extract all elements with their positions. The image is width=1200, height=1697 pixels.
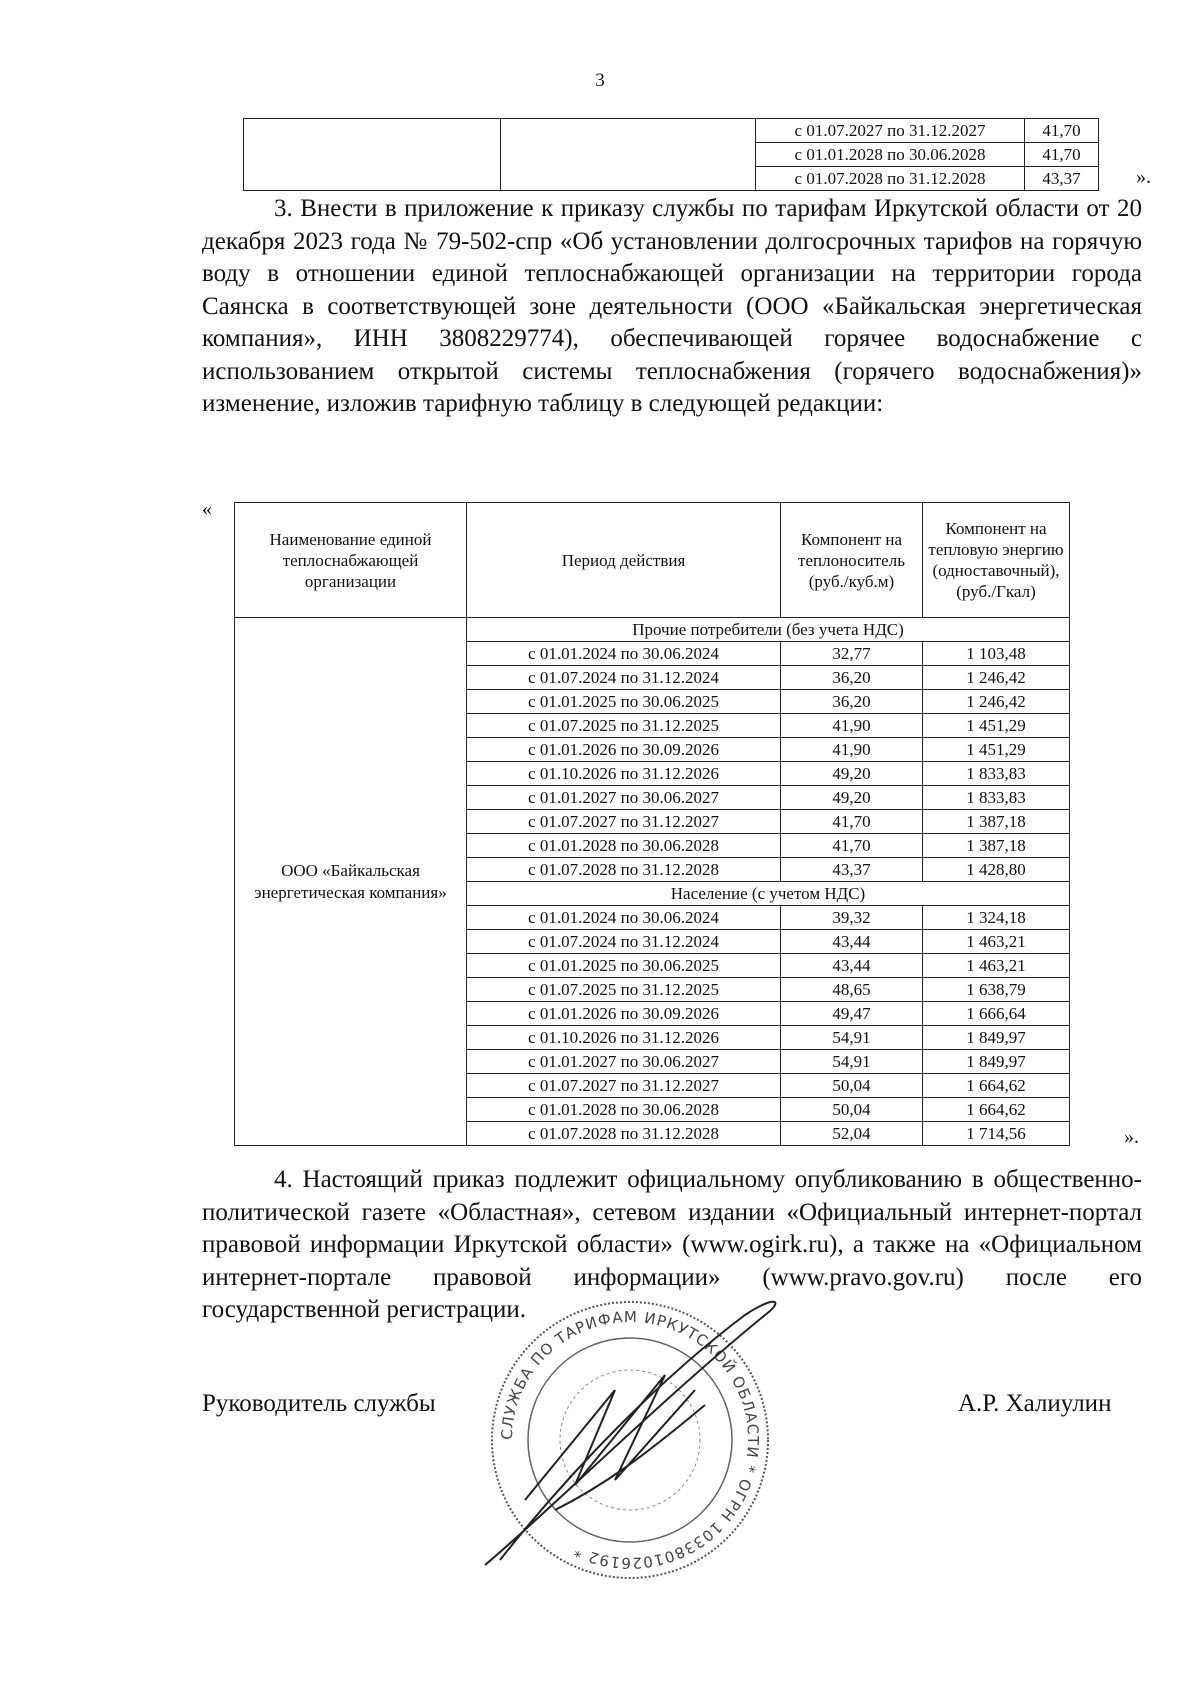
coolant-value-cell: 36,20 xyxy=(781,690,923,714)
coolant-value-cell: 32,77 xyxy=(781,642,923,666)
coolant-value-cell: 39,32 xyxy=(781,906,923,930)
energy-value-cell: 1 664,62 xyxy=(923,1074,1070,1098)
coolant-value-cell: 50,04 xyxy=(781,1074,923,1098)
group-title: Население (с учетом НДС) xyxy=(467,882,1070,906)
tariff-table xyxy=(234,502,1070,1146)
page-number: 3 xyxy=(595,70,605,91)
coolant-value-cell: 54,91 xyxy=(781,1026,923,1050)
seal-text: СЛУЖБА ПО ТАРИФАМ ИРКУТСКОЙ ОБЛАСТИ * ОГРН 1033801026192 * xyxy=(497,1307,763,1573)
coolant-value-cell: 43,37 xyxy=(781,858,923,882)
period-cell: с 01.01.2026 по 30.09.2026 xyxy=(467,738,781,762)
period-cell: с 01.07.2027 по 31.12.2027 xyxy=(756,119,1025,143)
period-cell: с 01.01.2025 по 30.06.2025 xyxy=(467,690,781,714)
period-cell: с 01.07.2025 по 31.12.2025 xyxy=(467,978,781,1002)
table-header-row xyxy=(235,503,1070,618)
period-cell: с 01.01.2028 по 30.06.2028 xyxy=(467,834,781,858)
header-component-energy: Компонент на тепловую энергию (одноставочный), (руб./Гкал) xyxy=(923,503,1070,618)
coolant-value-cell: 36,20 xyxy=(781,666,923,690)
period-cell: с 01.07.2024 по 31.12.2024 xyxy=(467,666,781,690)
period-cell: с 01.01.2027 по 30.06.2027 xyxy=(467,786,781,810)
coolant-value-cell: 48,65 xyxy=(781,978,923,1002)
coolant-value-cell: 54,91 xyxy=(781,1050,923,1074)
signatory-name: А.Р. Халиулин xyxy=(958,1390,1112,1417)
period-cell: с 01.01.2024 по 30.06.2024 xyxy=(467,906,781,930)
header-org: Наименование единой теплоснабжающей организации xyxy=(235,503,467,618)
coolant-value-cell: 49,20 xyxy=(781,786,923,810)
period-cell: с 01.07.2027 по 31.12.2027 xyxy=(467,810,781,834)
value-cell: 43,37 xyxy=(1025,167,1099,191)
period-cell: с 01.01.2025 по 30.06.2025 xyxy=(467,954,781,978)
closing-quote: ». xyxy=(1136,166,1151,188)
previous-table-fragment xyxy=(243,118,1099,191)
organization-name: ООО «Байкальская энергетическая компания» xyxy=(235,618,467,1146)
opening-quote: « xyxy=(202,498,212,520)
signatory-position: Руководитель службы xyxy=(202,1390,436,1417)
period-cell: с 01.01.2028 по 30.06.2028 xyxy=(756,143,1025,167)
coolant-value-cell: 41,90 xyxy=(781,714,923,738)
value-cell: 41,70 xyxy=(1025,119,1099,143)
coolant-value-cell: 43,44 xyxy=(781,930,923,954)
energy-value-cell: 1 463,21 xyxy=(923,930,1070,954)
header-period: Период действия xyxy=(467,503,781,618)
paragraph-4: 4. Настоящий приказ подлежит официальному опубликованию в общественно-политической газете «Областная», сетевом издании «Официальный интернет-портал правовой информации Иркутской области» (www.ogirk.ru), а также на «Официальном интернет-портале правовой информации» (www.pravo.gov.ru) после его государственной регистрации. xyxy=(202,1166,1142,1323)
coolant-value-cell: 49,47 xyxy=(781,1002,923,1026)
period-cell: с 01.01.2028 по 30.06.2028 xyxy=(467,1098,781,1122)
period-cell: с 01.07.2027 по 31.12.2027 xyxy=(467,1074,781,1098)
seal-outer-ring xyxy=(492,1302,768,1578)
coolant-value-cell: 41,70 xyxy=(781,834,923,858)
paragraph-3: 3. Внести в приложение к приказу службы по тарифам Иркутской области от 20 декабря 2023 года № 79-502-спр «Об установлении долгосрочных тарифов на горячую воду в отношении единой теплоснабжающей организации на территории города Саянска в соответствующей зоне деятельности (ООО «Байкальская энергетическая компания», ИНН 3808229774), обеспечивающей горячее водоснабжение с использованием открытой системы теплоснабжения (горячего водоснабжения)» изменение, изложив тарифную таблицу в следующей редакции: xyxy=(202,195,1142,417)
period-cell: с 01.07.2028 по 31.12.2028 xyxy=(756,167,1025,191)
energy-value-cell: 1 638,79 xyxy=(923,978,1070,1002)
group-header-row xyxy=(235,618,1070,642)
energy-value-cell: 1 324,18 xyxy=(923,906,1070,930)
energy-value-cell: 1 451,29 xyxy=(923,714,1070,738)
table-row xyxy=(244,119,1099,143)
energy-value-cell: 1 463,21 xyxy=(923,954,1070,978)
coolant-value-cell: 43,44 xyxy=(781,954,923,978)
seal-core-ring xyxy=(560,1370,700,1510)
value-cell: 41,70 xyxy=(1025,143,1099,167)
energy-value-cell: 1 833,83 xyxy=(923,786,1070,810)
energy-value-cell: 1 664,62 xyxy=(923,1098,1070,1122)
energy-value-cell: 1 428,80 xyxy=(923,858,1070,882)
closing-quote: ». xyxy=(1124,1126,1139,1148)
coolant-value-cell: 41,90 xyxy=(781,738,923,762)
energy-value-cell: 1 246,42 xyxy=(923,666,1070,690)
coolant-value-cell: 41,70 xyxy=(781,810,923,834)
energy-value-cell: 1 103,48 xyxy=(923,642,1070,666)
energy-value-cell: 1 666,64 xyxy=(923,1002,1070,1026)
coolant-value-cell: 52,04 xyxy=(781,1122,923,1146)
period-cell: с 01.07.2028 по 31.12.2028 xyxy=(467,858,781,882)
group-title: Прочие потребители (без учета НДС) xyxy=(467,618,1070,642)
period-cell: с 01.10.2026 по 31.12.2026 xyxy=(467,1026,781,1050)
period-cell: с 01.01.2024 по 30.06.2024 xyxy=(467,642,781,666)
coolant-value-cell: 49,20 xyxy=(781,762,923,786)
official-seal xyxy=(465,1295,795,1585)
energy-value-cell: 1 387,18 xyxy=(923,834,1070,858)
energy-value-cell: 1 833,83 xyxy=(923,762,1070,786)
period-cell: с 01.01.2026 по 30.09.2026 xyxy=(467,1002,781,1026)
energy-value-cell: 1 714,56 xyxy=(923,1122,1070,1146)
period-cell: с 01.07.2028 по 31.12.2028 xyxy=(467,1122,781,1146)
period-cell: с 01.10.2026 по 31.12.2026 xyxy=(467,762,781,786)
energy-value-cell: 1 849,97 xyxy=(923,1026,1070,1050)
energy-value-cell: 1 246,42 xyxy=(923,690,1070,714)
energy-value-cell: 1 849,97 xyxy=(923,1050,1070,1074)
header-component-coolant: Компонент на теплоноситель (руб./куб.м) xyxy=(781,503,923,618)
coolant-value-cell: 50,04 xyxy=(781,1098,923,1122)
energy-value-cell: 1 387,18 xyxy=(923,810,1070,834)
period-cell: с 01.01.2027 по 30.06.2027 xyxy=(467,1050,781,1074)
period-cell: с 01.07.2024 по 31.12.2024 xyxy=(467,930,781,954)
energy-value-cell: 1 451,29 xyxy=(923,738,1070,762)
period-cell: с 01.07.2025 по 31.12.2025 xyxy=(467,714,781,738)
